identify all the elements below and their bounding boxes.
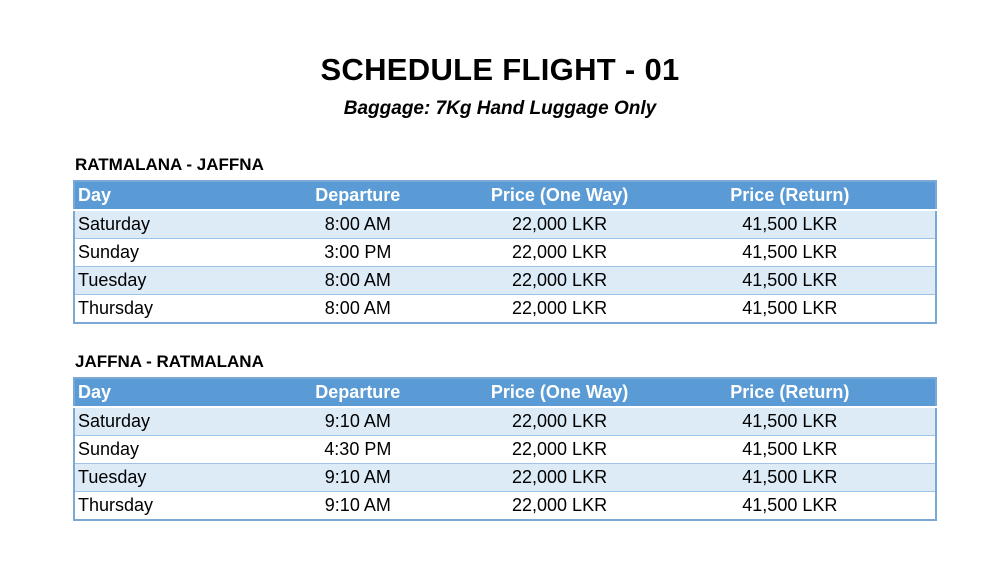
cell-price-one-way: 22,000 LKR (474, 295, 644, 324)
cell-price-one-way: 22,000 LKR (474, 436, 644, 464)
column-header-day: Day (74, 378, 241, 407)
cell-departure: 9:10 AM (241, 492, 474, 521)
table-header-row (74, 378, 936, 407)
cell-price-return: 41,500 LKR (645, 464, 936, 492)
cell-day: Sunday (74, 239, 241, 267)
cell-price-return: 41,500 LKR (645, 407, 936, 436)
cell-departure: 9:10 AM (241, 464, 474, 492)
cell-price-return: 41,500 LKR (645, 210, 936, 239)
column-header-departure: Departure (241, 378, 474, 407)
cell-price-return: 41,500 LKR (645, 492, 936, 521)
table-row (74, 239, 936, 267)
cell-day: Tuesday (74, 267, 241, 295)
cell-price-one-way: 22,000 LKR (474, 492, 644, 521)
cell-price-one-way: 22,000 LKR (474, 239, 644, 267)
cell-day: Saturday (74, 210, 241, 239)
cell-departure: 8:00 AM (241, 295, 474, 324)
cell-day: Tuesday (74, 464, 241, 492)
table-row (74, 267, 936, 295)
table-row (74, 492, 936, 521)
column-header-price-one-way: Price (One Way) (474, 181, 644, 210)
route-label-return: JAFFNA - RATMALANA (75, 352, 264, 371)
cell-price-one-way: 22,000 LKR (474, 407, 644, 436)
cell-price-one-way: 22,000 LKR (474, 267, 644, 295)
cell-price-return: 41,500 LKR (645, 295, 936, 324)
cell-departure: 9:10 AM (241, 407, 474, 436)
cell-day: Thursday (74, 295, 241, 324)
page-title: SCHEDULE FLIGHT - 01 (320, 52, 680, 87)
column-header-price-return: Price (Return) (645, 181, 936, 210)
schedule-table-return (73, 377, 937, 521)
schedule-table-outbound (73, 180, 937, 324)
cell-price-return: 41,500 LKR (645, 436, 936, 464)
column-header-price-one-way: Price (One Way) (474, 378, 644, 407)
cell-departure: 3:00 PM (241, 239, 474, 267)
cell-price-one-way: 22,000 LKR (474, 464, 644, 492)
table-row (74, 295, 936, 324)
column-header-departure: Departure (241, 181, 474, 210)
cell-price-one-way: 22,000 LKR (474, 210, 644, 239)
table-row (74, 210, 936, 239)
route-label-outbound: RATMALANA - JAFFNA (75, 155, 264, 174)
cell-departure: 8:00 AM (241, 267, 474, 295)
cell-departure: 8:00 AM (241, 210, 474, 239)
cell-price-return: 41,500 LKR (645, 267, 936, 295)
table-header-row (74, 181, 936, 210)
table-row (74, 464, 936, 492)
cell-day: Thursday (74, 492, 241, 521)
cell-day: Sunday (74, 436, 241, 464)
cell-day: Saturday (74, 407, 241, 436)
cell-departure: 4:30 PM (241, 436, 474, 464)
column-header-price-return: Price (Return) (645, 378, 936, 407)
baggage-note: Baggage: 7Kg Hand Luggage Only (343, 98, 657, 119)
cell-price-return: 41,500 LKR (645, 239, 936, 267)
table-row (74, 407, 936, 436)
table-row (74, 436, 936, 464)
column-header-day: Day (74, 181, 241, 210)
